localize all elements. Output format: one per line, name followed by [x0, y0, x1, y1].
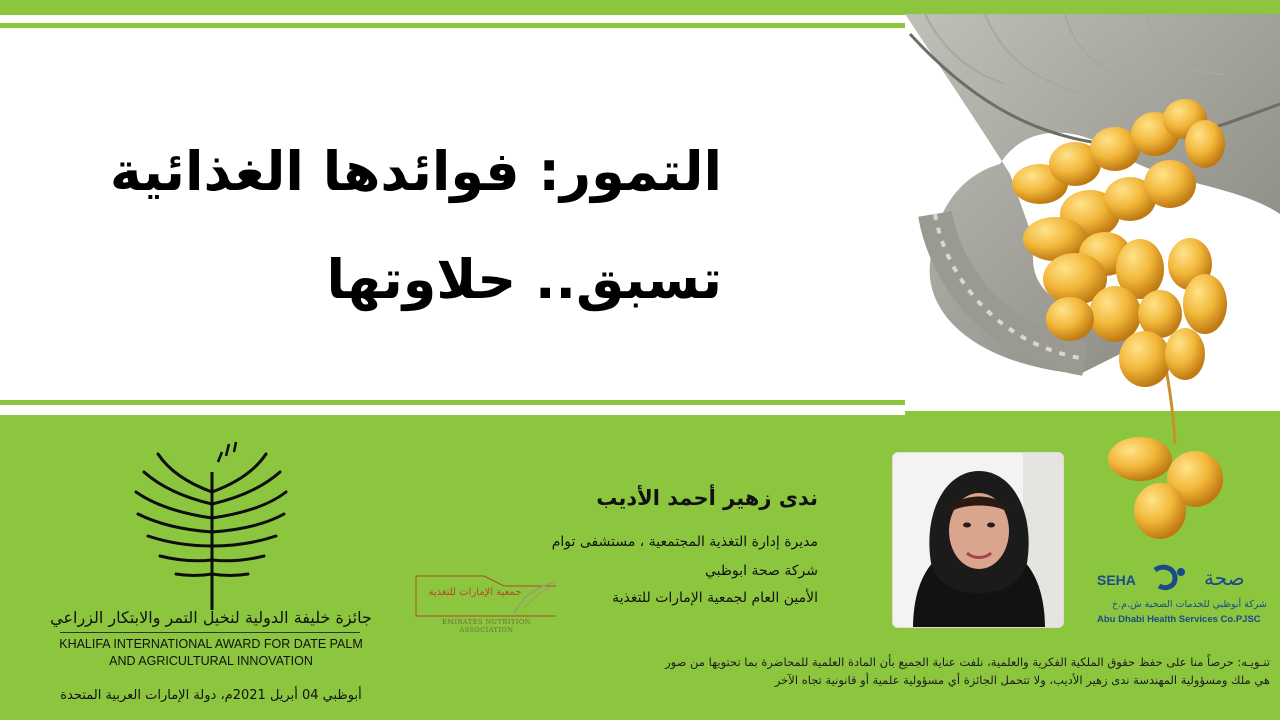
- copyright-notice: [540, 653, 1270, 689]
- divider-bottom-white: [0, 411, 905, 415]
- palm-award-logo: [130, 432, 290, 612]
- speaker-photo: [892, 452, 1064, 628]
- speaker-role-1: مديرة إدارة التغذية المجتمعية ، مستشفى توام: [551, 534, 818, 550]
- award-name-english-2: AND AGRICULTURAL INNOVATION: [109, 654, 313, 668]
- title-line-1: التمور: فوائدها الغذائية: [109, 140, 722, 203]
- divider-bottom: [0, 400, 905, 405]
- seha-subtitle-english: Abu Dhabi Health Services Co.PJSC: [1097, 614, 1261, 625]
- speaker-role-3: الأمين العام لجمعية الإمارات للتغذية: [612, 590, 818, 606]
- seha-arabic: صحة: [1204, 566, 1245, 590]
- award-name-arabic: جائزة خليفة الدولية لنخيل التمر والابتكار الزراعي: [50, 608, 372, 627]
- speaker-name: ندى زهير أحمد الأديب: [596, 486, 818, 510]
- seha-subtitle-arabic: شركة أبوظبي للخدمات الصحية ش.م.خ: [1111, 599, 1267, 610]
- speaker-portrait-icon: [893, 453, 1064, 628]
- notice-line-2: هي ملك ومسؤولية المهندسة ندى زهير الأديب، ولا تتحمل الجائزة أي مسؤولية علمية أو قانونية تجاه الآخر: [774, 673, 1270, 687]
- divider-top: [0, 23, 905, 28]
- event-date-location: أبوظبي 04 أبريل 2021م، دولة الإمارات العربية المتحدة: [60, 688, 362, 703]
- award-divider: [60, 632, 360, 633]
- seha-english: SEHA: [1097, 572, 1136, 588]
- award-name-english-1: KHALIFA INTERNATIONAL AWARD FOR DATE PALM: [59, 637, 363, 651]
- notice-line-1: تنـويـه: حرصاً منا على حفظ حقوق الملكية الفكرية والعلمية، نلفت عناية الجميع بأن المادة العلمية للمحاضرة بما تحتويها من صور: [665, 655, 1270, 669]
- title-line-2: تسبق.. حلاوتها: [326, 248, 722, 311]
- ena-english-name: EMIRATES NUTRITION ASSOCIATION: [442, 618, 531, 634]
- ena-arabic-name: جمعية الإمارات للتغذية: [428, 587, 522, 598]
- top-green-strip: [0, 0, 1280, 15]
- speaker-role-2: شركة صحة ابوظبي: [704, 563, 818, 579]
